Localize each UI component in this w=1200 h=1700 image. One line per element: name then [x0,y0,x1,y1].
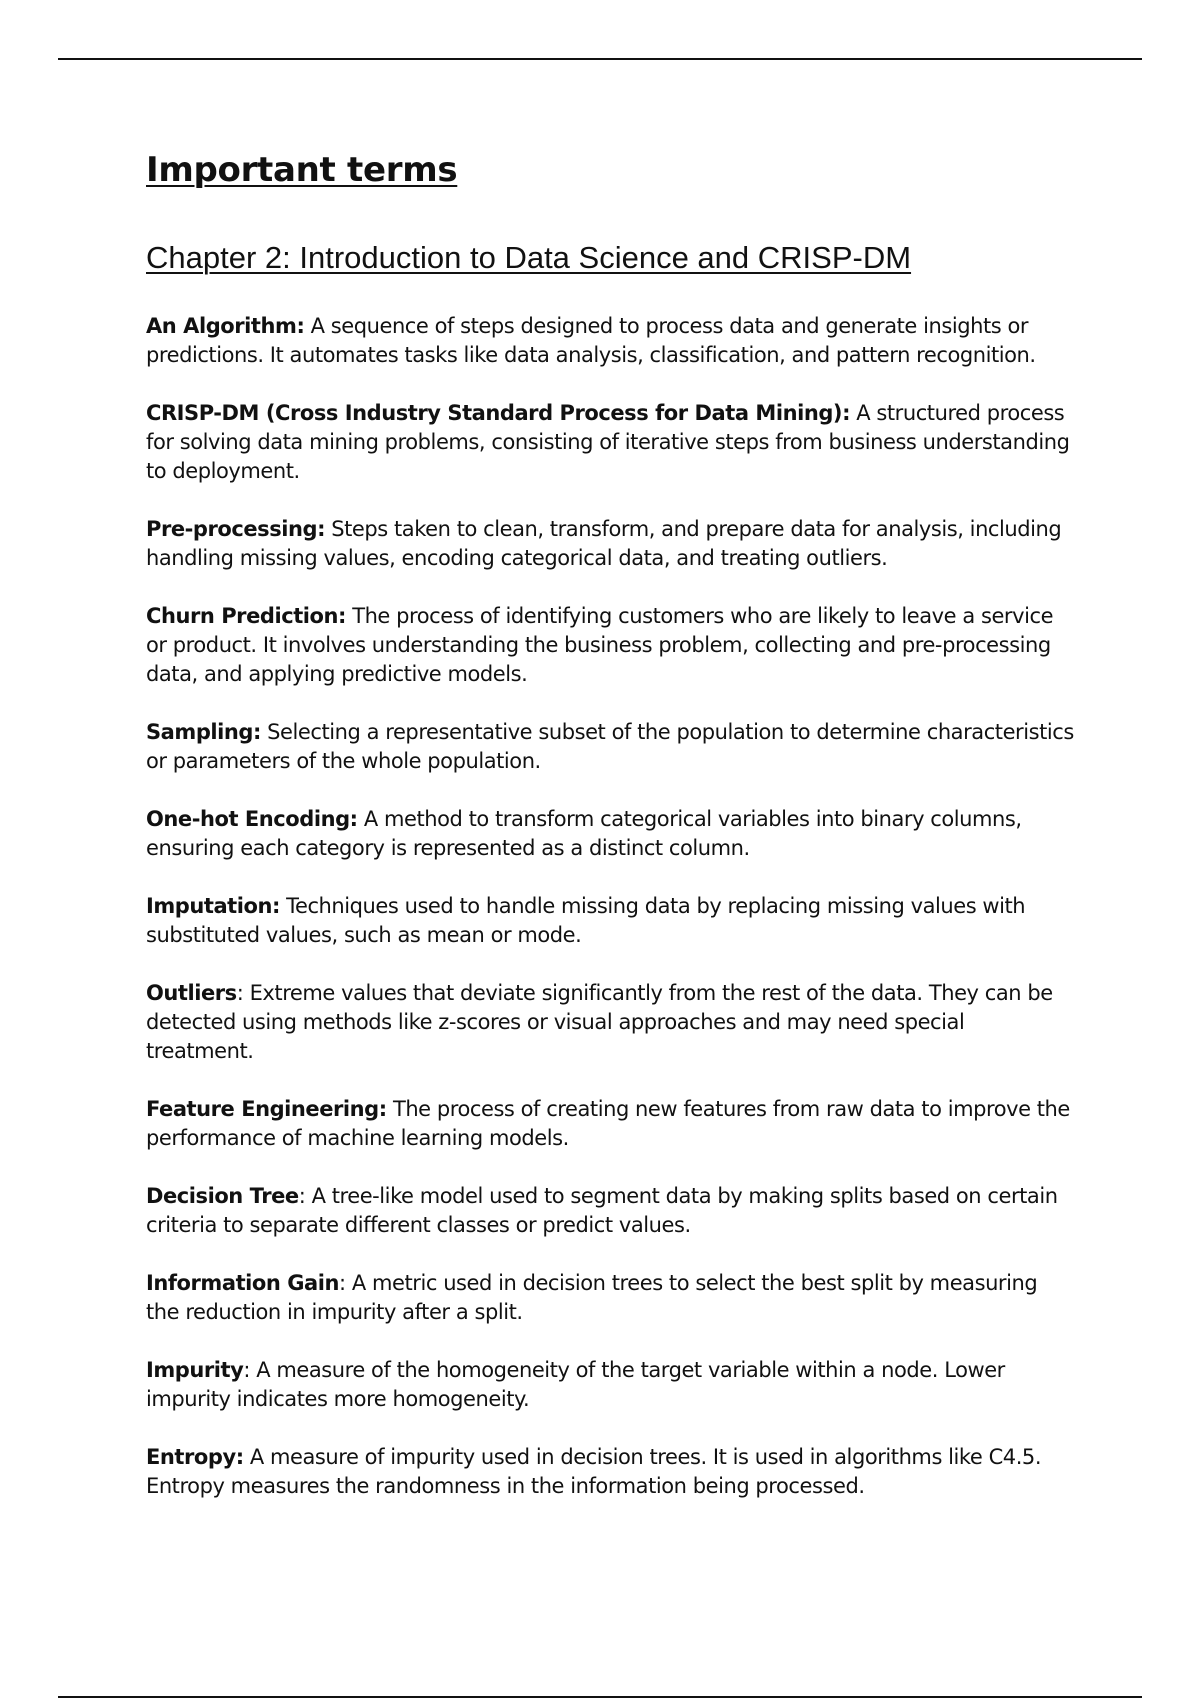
term-name: Impurity [146,1358,244,1382]
term-definition: A measure of impurity used in decision trees. It is used in algorithms like C4.5. Entropy measures the randomness in the information being processed. [146,1445,1042,1498]
term-definition: The process of creating new features from raw data to improve the performance of machine learning models. [146,1097,1070,1150]
term-name: Outliers [146,981,237,1005]
term-entry [146,1182,1076,1240]
term-entry [146,979,1076,1066]
term-entry [146,718,1076,776]
term-name: One-hot Encoding: [146,807,358,831]
term-name: Sampling: [146,720,261,744]
term-name: Imputation: [146,894,280,918]
term-name: Decision Tree [146,1184,299,1208]
term-definition: Steps taken to clean, transform, and prepare data for analysis, including handling missing values, encoding categorical data, and treating outliers. [146,517,1062,570]
term-name: CRISP-DM (Cross Industry Standard Process for Data Mining): [146,401,851,425]
term-name: Churn Prediction: [146,604,346,628]
term-definition: A method to transform categorical variables into binary columns, ensuring each category is represented as a distinct column. [146,807,1022,860]
term-separator: : [298,1184,306,1208]
term-entry [146,1269,1076,1327]
term-entry [146,602,1076,689]
term-entry [146,805,1076,863]
term-definition: A tree-like model used to segment data by making splits based on certain criteria to separate different classes or predict values. [146,1184,1058,1237]
term-entry [146,1356,1076,1414]
term-entry [146,892,1076,950]
bottom-divider [58,1696,1142,1698]
term-name: Entropy: [146,1445,244,1469]
term-entry [146,515,1076,573]
term-separator: : [339,1271,346,1295]
term-definition: A measure of the homogeneity of the target variable within a node. Lower impurity indicates more homogeneity. [146,1358,1005,1411]
page-title: Important terms [146,150,458,190]
term-definition: Selecting a representative subset of the population to determine characteristics or parameters of the whole population. [146,720,1074,773]
term-definition: Extreme values that deviate significantly from the rest of the data. They can be detected using methods like z-scores or visual approaches and may need special treatment. [146,981,1053,1063]
chapter-heading: Chapter 2: Introduction to Data Science and CRISP-DM [146,240,912,275]
term-name: Information Gain [146,1271,340,1295]
term-separator: : [236,981,244,1005]
term-definition: The process of identifying customers who are likely to leave a service or product. It involves understanding the business problem, collecting and pre-processing data, and applying predictive models. [146,604,1054,686]
term-definition: A sequence of steps designed to process data and generate insights or predictions. It automates tasks like data analysis, classification, and pattern recognition. [146,314,1036,367]
term-definition: A metric used in decision trees to select the best split by measuring the reduction in impurity after a split. [146,1271,1038,1324]
top-divider [58,58,1142,60]
term-separator: : [243,1358,251,1382]
term-name: An Algorithm: [146,314,305,338]
term-entry [146,1443,1076,1501]
term-entry [146,312,1076,370]
term-name: Pre-processing: [146,517,326,541]
term-entry [146,1095,1076,1153]
term-definition: Techniques used to handle missing data by replacing missing values with substituted values, such as mean or mode. [146,894,1026,947]
page-content [146,148,1076,1530]
term-name: Feature Engineering: [146,1097,387,1121]
terms-list [146,312,1076,1501]
term-entry [146,399,1076,486]
term-definition: A structured process for solving data mining problems, consisting of iterative steps from business understanding to deployment. [146,401,1070,483]
